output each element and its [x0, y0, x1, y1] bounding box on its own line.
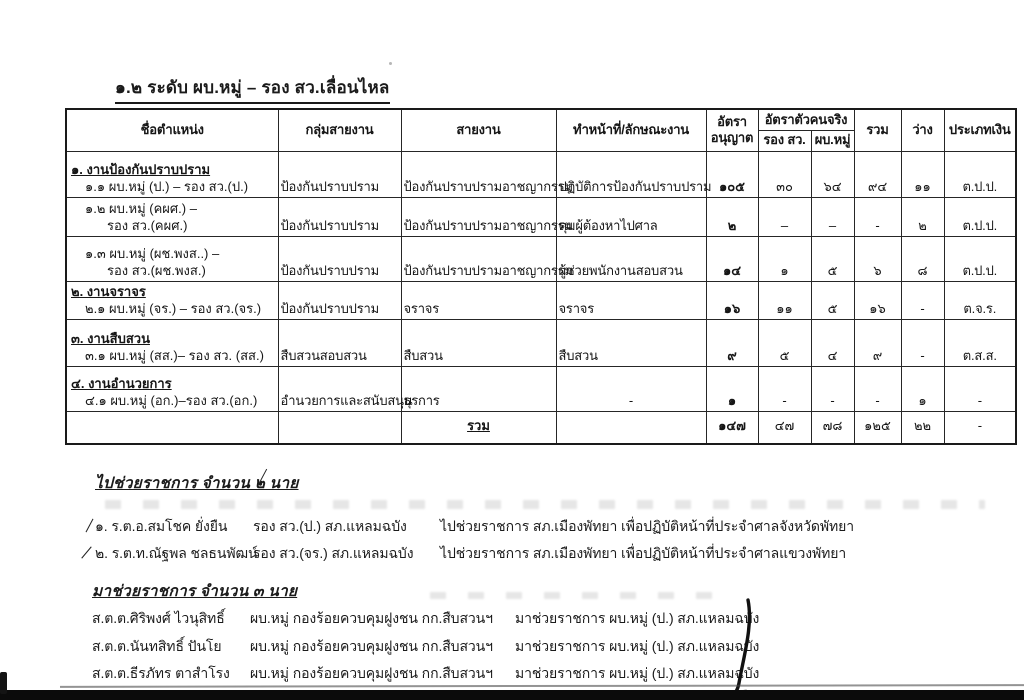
entry-position: ผบ.หมู่ กองร้อยควบคุมฝูงชน กก.สืบสวนฯ [250, 610, 493, 626]
entry-note: มาช่วยราชการ ผบ.หมู่ (ป.) สภ.แหลมฉบัง [515, 637, 760, 654]
table-row [66, 319, 1016, 366]
cell-total: ๙๔ [854, 151, 901, 197]
cell-phb-mu: – [811, 197, 854, 236]
document-title: ๑.๒ ระดับ ผบ.หมู่ – รอง สว.เลื่อนไหล [115, 74, 390, 104]
entry-note: ไปช่วยราชการ สภ.เมืองพัทยา เพื่อปฏิบัติหน้าที่ประจำศาลจังหวัดพัทยา [440, 518, 854, 534]
cell-rong-sw-total: ๔๗ [758, 411, 811, 444]
position-name: ๑.๓ ผบ.หมู่ (ผช.พงส..) – [85, 245, 220, 261]
cell-duty: สืบสวน [556, 319, 706, 366]
position-name: ๒.๑ ผบ.หมู่ (จร.) – รอง สว.(จร.) [85, 300, 262, 316]
cell-authorized: ๑๔ [706, 236, 758, 281]
cell-empty [556, 411, 706, 444]
col-header-line: สายงาน [401, 109, 556, 151]
cell-money-type: ต.ป.ป. [944, 151, 1016, 197]
incoming-entries-list [92, 608, 759, 691]
table-row [66, 281, 1016, 319]
cell-total: ๑๖ [854, 281, 901, 319]
cell-position [66, 197, 278, 236]
cell-authorized: ๙ [706, 319, 758, 366]
cell-authorized: ๑ [706, 366, 758, 411]
cell-group: อำนวยการและสนับสนุน [278, 366, 401, 411]
cell-vacant: ๘ [901, 236, 944, 281]
cell-money-type: ต.ป.ป. [944, 197, 1016, 236]
col-header-authorized-line2: อนุญาต [710, 130, 754, 146]
scan-smudge [430, 592, 720, 599]
col-header-authorized-line1: อัตรา [717, 114, 747, 129]
cell-empty [66, 411, 278, 444]
handwritten-tick-mark [81, 546, 91, 558]
col-header-authorized [706, 109, 758, 151]
section-title: ๑. งานป้องกันปราบปราม [71, 161, 211, 177]
cell-vacant: ๒ [901, 197, 944, 236]
entry-name: ส.ต.ต.ศิริพงศ์ ไวนุสิทธิ์ [92, 610, 225, 626]
col-header-vacant: ว่าง [901, 109, 944, 151]
col-header-total: รวม [854, 109, 901, 151]
table-header-row-1 [66, 109, 1016, 130]
cell-authorized: ๒ [706, 197, 758, 236]
handwritten-tick-mark [86, 519, 94, 533]
entry-position: ผบ.หมู่ กองร้อยควบคุมฝูงชน กก.สืบสวนฯ [250, 637, 493, 654]
cell-total: - [854, 197, 901, 236]
position-name: ๑.๑ ผบ.หมู่ (ป.) – รอง สว.(ป.) [85, 178, 249, 194]
cell-rong-sw: – [758, 197, 811, 236]
cell-money-type-total: - [944, 411, 1016, 444]
cell-rong-sw: ๕ [758, 319, 811, 366]
entry-name: ๑. ร.ต.อ.สมโชค ยั่งยืน [95, 518, 228, 534]
col-header-position: ชื่อตำแหน่ง [66, 109, 278, 151]
cell-total: - [854, 366, 901, 411]
entry-position: รอง สว.(จร.) สภ.แหลมฉบัง [253, 545, 414, 561]
table-row [66, 151, 1016, 197]
table-row [66, 197, 1016, 236]
cell-line: จราจร [401, 281, 556, 319]
cell-vacant: ๑๑ [901, 151, 944, 197]
cell-money-type: ต.ส.ส. [944, 319, 1016, 366]
section-title: ๒. งานจราจร [71, 283, 146, 299]
away-entries-list [95, 516, 854, 570]
cell-rong-sw: ๑๑ [758, 281, 811, 319]
cell-authorized-total: ๑๔๗ [706, 411, 758, 444]
table-row [66, 366, 1016, 411]
cell-duty: คุมผู้ต้องหาไปศาล [556, 197, 706, 236]
cell-rong-sw: ๓๐ [758, 151, 811, 197]
entry-name: ส.ต.ต.ธีรภัทร ตาสำโรง [92, 665, 230, 681]
cell-group: ป้องกันปราบปราม [278, 236, 401, 281]
position-name-line2: รอง สว.(คผศ.) [107, 217, 188, 233]
cell-phb-mu-total: ๗๘ [811, 411, 854, 444]
entry-name: ส.ต.ต.นันทสิทธิ์ ปันโย [92, 637, 222, 654]
col-header-actual: อัตราตัวคนจริง [758, 109, 854, 130]
scan-edge-mark [0, 672, 7, 694]
cell-group: ป้องกันปราบปราม [278, 281, 401, 319]
entry-note: มาช่วยราชการ ผบ.หมู่ (ป.) สภ.แหลมฉบัง [515, 610, 760, 626]
col-header-money-type: ประเภทเงิน [944, 109, 1016, 151]
total-label: รวม [401, 411, 556, 444]
cell-duty: จราจร [556, 281, 706, 319]
cell-money-type: ต.จ.ร. [944, 281, 1016, 319]
cell-position [66, 151, 278, 197]
cell-line: ป้องกันปราบปรามอาชญากรรม [401, 151, 556, 197]
cell-vacant: ๑ [901, 366, 944, 411]
cell-rong-sw: - [758, 366, 811, 411]
cell-position [66, 366, 278, 411]
cell-phb-mu: - [811, 366, 854, 411]
cell-money-type: ต.ป.ป. [944, 236, 1016, 281]
cell-phb-mu: ๔ [811, 319, 854, 366]
entry-name: ๒. ร.ต.ท.ณัฐพล ชลธนพัฒน์ [95, 545, 258, 561]
cell-empty [278, 411, 401, 444]
cell-duty: ผู้ช่วยพนักงานสอบสวน [556, 236, 706, 281]
cell-vacant: - [901, 281, 944, 319]
cell-duty: ปฏิบัติการป้องกันปราบปราม [556, 151, 706, 197]
position-name: ๓.๑ ผบ.หมู่ (สส.)– รอง สว. (สส.) [85, 347, 264, 363]
away-section-heading: ไปช่วยราชการ จำนวน ๒ นาย [95, 475, 299, 492]
entry-position: รอง สว.(ป.) สภ.แหลมฉบัง [253, 518, 407, 534]
col-header-group: กลุ่มสายงาน [278, 109, 401, 151]
cell-position [66, 319, 278, 366]
cell-line: ธุรการ [401, 366, 556, 411]
cell-line: ป้องกันปราบปรามอาชญากรรม [401, 236, 556, 281]
cell-total: ๖ [854, 236, 901, 281]
position-name-line2: รอง สว.(ผช.พงส.) [107, 262, 206, 278]
cell-group: ป้องกันปราบปราม [278, 197, 401, 236]
cell-vacant: - [901, 319, 944, 366]
cell-total-total: ๑๒๕ [854, 411, 901, 444]
cell-total: ๙ [854, 319, 901, 366]
cell-phb-mu: ๕ [811, 236, 854, 281]
entry-note: มาช่วยราชการ ผบ.หมู่ (ป.) สภ.แหลมฉบัง [515, 665, 760, 681]
section-title: ๔. งานอำนวยการ [71, 375, 172, 391]
table-row [66, 236, 1016, 281]
table-total-row [66, 411, 1016, 444]
scan-smudge [105, 500, 985, 509]
cell-money-type: - [944, 366, 1016, 411]
scan-speck [389, 62, 392, 65]
cell-authorized: ๑๖ [706, 281, 758, 319]
cell-phb-mu: ๕ [811, 281, 854, 319]
col-header-rong-sw: รอง สว. [758, 130, 811, 151]
position-name: ๔.๑ ผบ.หมู่ (อก.)–รอง สว.(อก.) [85, 392, 258, 408]
cell-line: สืบสวน [401, 319, 556, 366]
cell-rong-sw: ๑ [758, 236, 811, 281]
entry-note: ไปช่วยราชการ สภ.เมืองพัทยา เพื่อปฏิบัติหน้าที่ประจำศาลแขวงพัทยา [440, 545, 847, 561]
incoming-section-heading: มาช่วยราชการ จำนวน ๓ นาย [92, 583, 298, 600]
cell-line: ป้องกันปราบปรามอาชญากรรม [401, 197, 556, 236]
cell-group: สืบสวนสอบสวน [278, 319, 401, 366]
section-title: ๓. งานสืบสวน [71, 330, 150, 346]
cell-position [66, 236, 278, 281]
personnel-table [65, 108, 1017, 445]
col-header-phb-mu: ผบ.หมู่ [811, 130, 854, 151]
position-name: ๑.๒ ผบ.หมู่ (คผศ.) – [85, 200, 197, 216]
scan-shadow-bottom [0, 690, 1024, 700]
entry-position: ผบ.หมู่ กองร้อยควบคุมฝูงชน กก.สืบสวนฯ [250, 665, 493, 681]
cell-phb-mu: ๖๔ [811, 151, 854, 197]
col-header-duty: ทำหน้าที่/ลักษณะงาน [556, 109, 706, 151]
cell-group: ป้องกันปราบปราม [278, 151, 401, 197]
cell-authorized: ๑๐๕ [706, 151, 758, 197]
cell-vacant-total: ๒๒ [901, 411, 944, 444]
cell-duty: - [556, 366, 706, 411]
cell-position [66, 281, 278, 319]
